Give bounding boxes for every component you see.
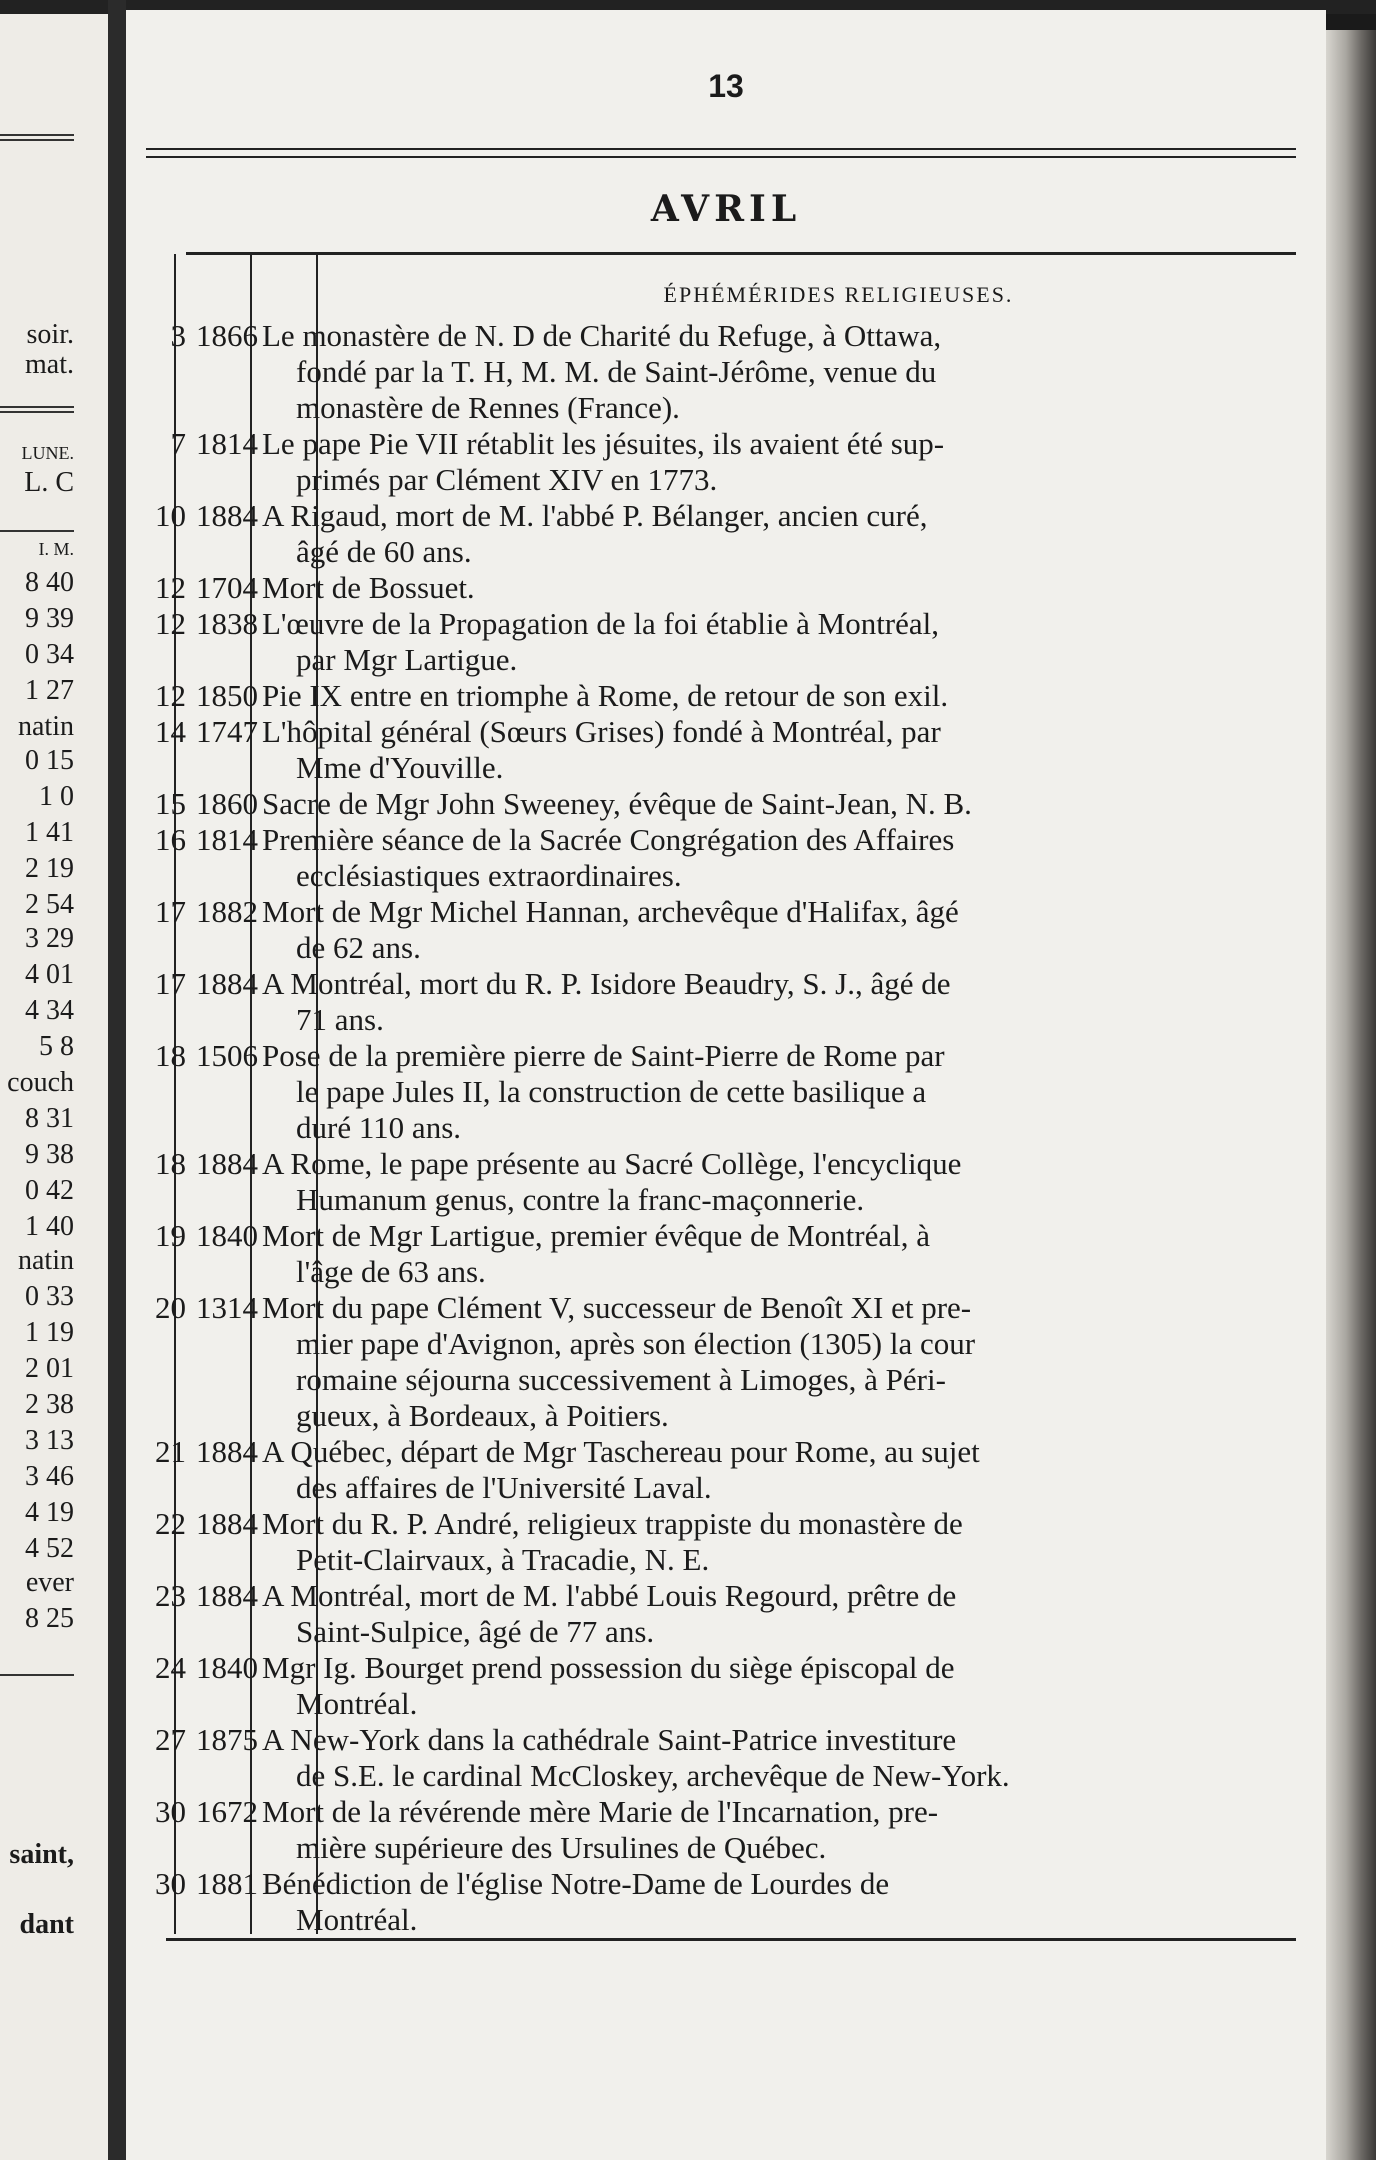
entry-text (258, 714, 1178, 786)
entry-year: 1882 (196, 894, 258, 929)
facing-page-text: 8 31 (25, 1103, 74, 1134)
entry-day: 14 (155, 714, 186, 749)
entry-day: 24 (155, 1650, 186, 1685)
entry-year: 1747 (196, 714, 258, 749)
facing-page-text: natin (18, 1245, 74, 1276)
entry-year: 1506 (196, 1038, 258, 1073)
entry-day: 12 (155, 678, 186, 713)
ephemeris-entry (138, 1866, 1338, 1938)
entry-text-line: l'âge de 63 ans. (296, 1254, 486, 1289)
ephemeris-entry (138, 1722, 1338, 1794)
ephemeris-entry (138, 318, 1338, 426)
entry-text (258, 606, 1178, 678)
ephemeris-entry (138, 1434, 1338, 1506)
facing-page-text: 9 39 (25, 603, 74, 634)
facing-page-text: 0 34 (25, 639, 74, 670)
entry-year: 1672 (196, 1794, 258, 1829)
entry-text (258, 1650, 1178, 1722)
entry-day: 16 (155, 822, 186, 857)
entry-text (258, 894, 1178, 966)
entry-text-line: Le pape Pie VII rétablit les jésuites, ils avaient été sup- (262, 426, 945, 461)
facing-page-text: natin (18, 711, 74, 742)
entry-text-line: A Montréal, mort du R. P. Isidore Beaudry, S. J., âgé de (262, 966, 951, 1001)
facing-page-text: soir. (26, 319, 74, 350)
entry-text-line: Humanum genus, contre la franc-maçonnerie. (296, 1182, 865, 1217)
facing-page-text: 1 41 (25, 817, 74, 848)
ephemeris-entry (138, 894, 1338, 966)
entry-text-line: Sacre de Mgr John Sweeney, évêque de Saint-Jean, N. B. (262, 786, 972, 821)
entry-text-line: A Rigaud, mort de M. l'abbé P. Bélanger, ancien curé, (262, 498, 928, 533)
entry-text (258, 498, 1178, 570)
facing-page-rule (0, 1674, 74, 1676)
ephemeris-entry (138, 714, 1338, 786)
facing-page-text: 1 27 (25, 675, 74, 706)
entry-day: 18 (155, 1038, 186, 1073)
entry-text (258, 786, 1178, 822)
entry-text-line: Petit-Clairvaux, à Tracadie, N. E. (296, 1542, 710, 1577)
entry-text-line: A Québec, départ de Mgr Taschereau pour Rome, au sujet (262, 1434, 980, 1469)
entry-text (258, 1146, 1178, 1218)
entry-day: 30 (155, 1794, 186, 1829)
entry-text-line: fondé par la T. H, M. M. de Saint-Jérôme, venue du (296, 354, 937, 389)
ephemeris-entry (138, 1290, 1338, 1434)
entry-text-line: Montréal. (296, 1686, 418, 1721)
bottom-rule (166, 1938, 1296, 1941)
entry-text-line: Mort de Mgr Michel Hannan, archevêque d'Halifax, âgé (262, 894, 959, 929)
entry-text (258, 1218, 1178, 1290)
facing-page-text: 0 42 (25, 1175, 74, 1206)
facing-page-text: 2 01 (25, 1353, 74, 1384)
facing-page-text: 1 40 (25, 1211, 74, 1242)
entry-day: 27 (155, 1722, 186, 1757)
entry-year: 1314 (196, 1290, 258, 1325)
entry-text-line: duré 110 ans. (296, 1110, 462, 1145)
facing-page-text: couch (7, 1067, 74, 1098)
ephemeris-entry (138, 426, 1338, 498)
facing-page-rule (0, 530, 74, 532)
entry-text (258, 426, 1178, 498)
page-number: 13 (708, 68, 744, 104)
entry-text (258, 1578, 1178, 1650)
facing-page-text: 8 25 (25, 1603, 74, 1634)
entry-text-line: romaine séjourna successivement à Limoges, à Péri- (296, 1362, 946, 1397)
entry-text-line: Mme d'Youville. (296, 750, 504, 785)
entry-day: 18 (155, 1146, 186, 1181)
entry-year: 1840 (196, 1650, 258, 1685)
entry-year: 1881 (196, 1866, 258, 1901)
entry-year: 1884 (196, 1506, 258, 1541)
ephemeris-entry (138, 1650, 1338, 1722)
entry-text-line: des affaires de l'Université Laval. (296, 1470, 712, 1505)
facing-page-text: 4 34 (25, 995, 74, 1026)
entry-day: 19 (155, 1218, 186, 1253)
entry-text-line: A New-York dans la cathédrale Saint-Patrice investiture (262, 1722, 957, 1757)
ephemeris-entry (138, 786, 1338, 822)
ephemeris-entry (138, 822, 1338, 894)
entry-year: 1884 (196, 498, 258, 533)
book-gutter (108, 0, 126, 2160)
entry-day: 17 (155, 894, 186, 929)
ephemeris-entry (138, 1794, 1338, 1866)
ephemeris-entry (138, 1506, 1338, 1578)
entry-text-line: Saint-Sulpice, âgé de 77 ans. (296, 1614, 655, 1649)
ephemeris-entry (138, 498, 1338, 570)
entry-day: 17 (155, 966, 186, 1001)
section-subheading: ÉPHÉMÉRIDES RELIGIEUSES. (663, 282, 1014, 307)
entry-day: 12 (155, 570, 186, 605)
entry-text (258, 570, 1178, 606)
entry-text-line: A Montréal, mort de M. l'abbé Louis Regourd, prêtre de (262, 1578, 957, 1613)
entry-year: 1814 (196, 426, 258, 461)
ephemeris-entry (138, 1146, 1338, 1218)
ephemeris-entry (138, 606, 1338, 678)
entry-day: 15 (155, 786, 186, 821)
entry-text (258, 966, 1178, 1038)
ephemeris-entry (138, 570, 1338, 606)
facing-page-text: ever (25, 1567, 74, 1598)
entry-year: 1860 (196, 786, 258, 821)
facing-page-text: LUNE. (21, 443, 74, 463)
entry-year: 1704 (196, 570, 258, 605)
facing-page-text: 3 29 (25, 923, 74, 954)
entry-day: 23 (155, 1578, 186, 1613)
entry-text (258, 1866, 1178, 1938)
entry-text-line: L'œuvre de la Propagation de la foi établie à Montréal, (262, 606, 940, 641)
entry-text-line: âgé de 60 ans. (296, 534, 472, 569)
facing-page-text: mat. (25, 349, 74, 380)
facing-page-text: 2 19 (25, 853, 74, 884)
facing-page-text: 1 0 (39, 781, 74, 812)
entry-text-line: Mort de Mgr Lartigue, premier évêque de Montréal, à (262, 1218, 930, 1253)
facing-page-text: 0 15 (25, 745, 74, 776)
entry-text-line: ecclésiastiques extraordinaires. (296, 858, 682, 893)
entry-text (258, 678, 1178, 714)
entry-day: 3 (170, 318, 186, 353)
entry-text-line: L'hôpital général (Sœurs Grises) fondé à Montréal, par (262, 714, 941, 749)
facing-page-text: saint, (9, 1839, 74, 1870)
facing-page-text: 1 19 (25, 1317, 74, 1348)
entry-text-line: Mort du R. P. André, religieux trappiste du monastère de (262, 1506, 963, 1541)
entry-year: 1884 (196, 966, 258, 1001)
entry-text (258, 1434, 1178, 1506)
entry-day: 10 (155, 498, 186, 533)
entry-text-line: de 62 ans. (296, 930, 421, 965)
entry-day: 22 (155, 1506, 186, 1541)
entry-year: 1850 (196, 678, 258, 713)
entry-text (258, 1038, 1178, 1146)
ephemerides-list (138, 318, 1338, 1938)
entry-text-line: Le monastère de N. D de Charité du Refuge, à Ottawa, (262, 318, 942, 353)
facing-page-fragment (0, 14, 108, 2160)
almanac-page (126, 10, 1326, 2160)
entry-text (258, 1794, 1178, 1866)
facing-page-text: 4 19 (25, 1497, 74, 1528)
facing-page-text: dant (19, 1909, 74, 1940)
entry-text (258, 318, 1178, 426)
facing-page-text: 5 8 (39, 1031, 74, 1062)
entry-text-line: Pie IX entre en triomphe à Rome, de retour de son exil. (262, 678, 949, 713)
entry-year: 1884 (196, 1434, 258, 1469)
entry-day: 7 (170, 426, 186, 461)
facing-page-text: 4 01 (25, 959, 74, 990)
entry-text-line: Première séance de la Sacrée Congrégation des Affaires (262, 822, 955, 857)
entry-year: 1866 (196, 318, 258, 353)
entry-day: 12 (155, 606, 186, 641)
entry-text-line: Bénédiction de l'église Notre-Dame de Lourdes de (262, 1866, 890, 1901)
facing-page-text: 4 52 (25, 1533, 74, 1564)
entry-text-line: Mort de la révérende mère Marie de l'Incarnation, pre- (262, 1794, 939, 1829)
facing-page-text: 9 38 (25, 1139, 74, 1170)
facing-page-text: 8 40 (25, 567, 74, 598)
entry-text-line: le pape Jules II, la construction de cette basilique a (296, 1074, 927, 1109)
entry-text-line: de S.E. le cardinal McCloskey, archevêque de New-York. (296, 1758, 1010, 1793)
entry-year: 1875 (196, 1722, 258, 1757)
entry-day: 21 (155, 1434, 186, 1469)
entry-year: 1884 (196, 1578, 258, 1613)
facing-page-rule (0, 134, 74, 141)
entry-text-line: mière supérieure des Ursulines de Québec. (296, 1830, 827, 1865)
entry-text-line: Pose de la première pierre de Saint-Pierre de Rome par (262, 1038, 945, 1073)
header-rule (186, 252, 1296, 255)
facing-page-text: 3 13 (25, 1425, 74, 1456)
entry-year: 1840 (196, 1218, 258, 1253)
entry-text-line: Mort de Bossuet. (262, 570, 475, 605)
entry-text (258, 1722, 1178, 1794)
entry-text-line: 71 ans. (296, 1002, 384, 1037)
page-stack-edge (1326, 30, 1376, 2160)
entry-text-line: Mort du pape Clément V, successeur de Benoît XI et pre- (262, 1290, 972, 1325)
entry-text-line: Mgr Ig. Bourget prend possession du siège épiscopal de (262, 1650, 955, 1685)
entry-text (258, 822, 1178, 894)
ephemeris-entry (138, 1038, 1338, 1146)
facing-page-text: 3 46 (25, 1461, 74, 1492)
facing-page-rule (0, 406, 74, 413)
facing-page-text: 0 33 (25, 1281, 74, 1312)
entry-day: 30 (155, 1866, 186, 1901)
entry-year: 1884 (196, 1146, 258, 1181)
ephemeris-entry (138, 1218, 1338, 1290)
facing-page-text: I. M. (38, 539, 74, 559)
entry-year: 1838 (196, 606, 258, 641)
ephemeris-entry (138, 678, 1338, 714)
entry-text-line: par Mgr Lartigue. (296, 642, 518, 677)
ephemeris-entry (138, 966, 1338, 1038)
entry-text-line: gueux, à Bordeaux, à Poitiers. (296, 1398, 669, 1433)
facing-page-text: 2 38 (25, 1389, 74, 1420)
entry-text-line: mier pape d'Avignon, après son élection (1305) la cour (296, 1326, 976, 1361)
ephemeris-entry (138, 1578, 1338, 1650)
month-title: AVRIL (650, 188, 802, 230)
facing-page-text: L. C (24, 467, 74, 498)
entry-text (258, 1506, 1178, 1578)
entry-text-line: monastère de Rennes (France). (296, 390, 680, 425)
facing-page-text: 2 54 (25, 889, 74, 920)
entry-text-line: primés par Clément XIV en 1773. (296, 462, 718, 497)
top-double-rule (146, 148, 1296, 158)
entry-text-line: A Rome, le pape présente au Sacré Collège, l'encyclique (262, 1146, 962, 1181)
entry-day: 20 (155, 1290, 186, 1325)
entry-text (258, 1290, 1178, 1434)
entry-year: 1814 (196, 822, 258, 857)
entry-text-line: Montréal. (296, 1902, 418, 1937)
